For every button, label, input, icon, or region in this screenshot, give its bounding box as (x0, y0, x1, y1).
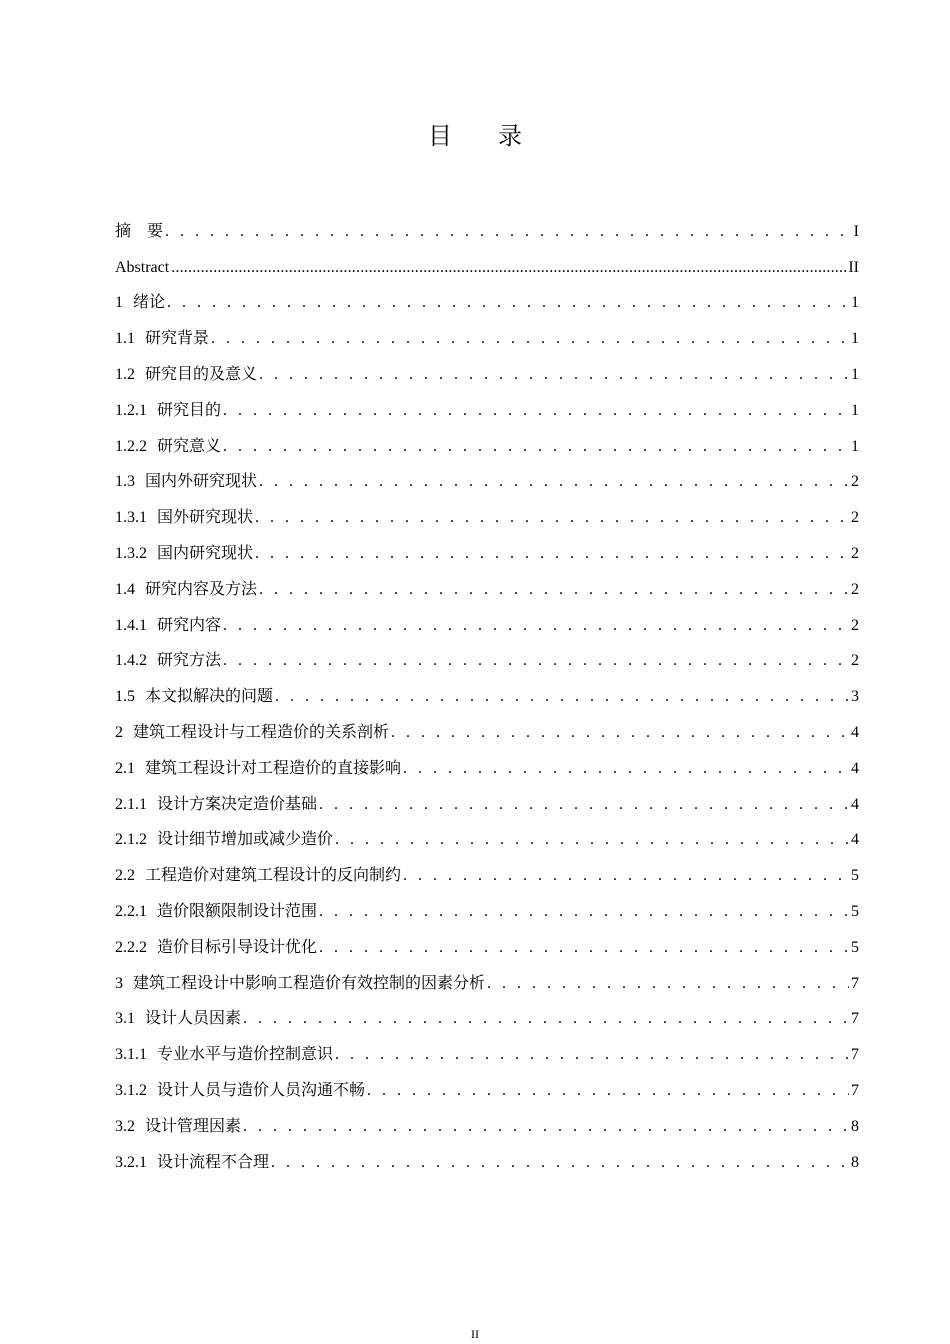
toc-entry[interactable] (115, 672, 859, 708)
toc-entry-label (115, 865, 401, 887)
toc-entry-label (115, 901, 317, 923)
toc-dot-leader (211, 328, 849, 350)
toc-entry[interactable] (115, 851, 859, 887)
toc-entry-page: 2 (851, 473, 859, 491)
toc-entry[interactable] (115, 601, 859, 637)
toc-dot-leader (403, 758, 849, 780)
toc-entry-number: 1.2.2 (115, 437, 147, 455)
toc-entry-title: 国内外研究现状 (145, 473, 258, 491)
toc-entry[interactable] (115, 1030, 859, 1066)
toc-entry[interactable] (115, 314, 859, 350)
toc-entry-label (115, 722, 389, 744)
toc-entry-title: 建筑工程设计与工程造价的关系剖析 (133, 723, 390, 741)
toc-entry-title: 工程造价对建筑工程设计的反向制约 (145, 867, 402, 885)
toc-entry-title: 造价限额限制设计范围 (157, 902, 318, 920)
toc-entry-page: 7 (851, 974, 859, 992)
toc-entry-number: 2.2 (115, 867, 135, 885)
toc-entry-number: 1.5 (115, 688, 135, 706)
toc-entry-page: 4 (851, 723, 859, 741)
toc-entry-page: 1 (851, 330, 859, 348)
toc-entry-number: 1.3.2 (115, 544, 147, 562)
toc-entry-number: 2.2.1 (115, 902, 147, 920)
toc-entry-page: 7 (851, 1046, 859, 1064)
toc-entry[interactable] (115, 637, 859, 673)
toc-entry[interactable] (115, 923, 859, 959)
toc-dot-leader (243, 1116, 849, 1138)
toc-entry-page: 2 (851, 652, 859, 670)
toc-entry-number: 1.4.1 (115, 616, 147, 634)
toc-dot-leader (171, 257, 846, 279)
toc-entry-number: 1.4 (115, 580, 135, 598)
toc-entry[interactable] (115, 565, 859, 601)
toc-entry-label (115, 937, 317, 959)
toc-dot-leader (223, 650, 849, 672)
toc-entry-page: 1 (851, 401, 859, 419)
toc-dot-leader (335, 829, 849, 851)
toc-entry[interactable] (115, 207, 859, 243)
toc-entry-label (115, 471, 257, 493)
toc-entry-page: II (848, 258, 859, 276)
toc-dot-leader (223, 436, 849, 458)
toc-entry-title: 本文拟解决的问题 (145, 688, 274, 706)
toc-entry-label (115, 794, 317, 816)
toc-entry-title: 建筑工程设计对工程造价的直接影响 (145, 759, 402, 777)
toc-entry-title: 研究目的及意义 (145, 365, 258, 383)
toc-entry-title: 摘 要 (115, 222, 164, 240)
toc-entry[interactable] (115, 1102, 859, 1138)
toc-entry-title: 研究内容及方法 (145, 580, 258, 598)
toc-entry-page: 1 (851, 365, 859, 383)
toc-entry-page: 5 (851, 867, 859, 885)
toc-entry-label (115, 615, 221, 637)
toc-dot-leader (319, 937, 849, 959)
toc-entry-label (115, 507, 253, 529)
toc-dot-leader (259, 364, 849, 386)
toc-entry[interactable] (115, 279, 859, 315)
toc-entry-label (115, 436, 221, 458)
toc-entry-page: 2 (851, 509, 859, 527)
toc-entry-page: 5 (851, 902, 859, 920)
toc-entry-title: 造价目标引导设计优化 (157, 938, 318, 956)
toc-entry-page: 8 (851, 1117, 859, 1135)
toc-entry-number: 1.3 (115, 473, 135, 491)
toc-entry-title: 绪论 (133, 294, 166, 312)
toc-entry[interactable] (115, 1066, 859, 1102)
toc-dot-leader (335, 1044, 849, 1066)
toc-entry-label (115, 292, 165, 314)
toc-entry-page: 2 (851, 580, 859, 598)
toc-entry-label (115, 579, 257, 601)
toc-dot-leader (391, 722, 849, 744)
toc-entry-title: 专业水平与造价控制意识 (157, 1046, 334, 1064)
toc-entry-page: 1 (851, 294, 859, 312)
toc-entry-number: 2.2.2 (115, 938, 147, 956)
toc-entry-page: 7 (851, 1081, 859, 1099)
toc-entry[interactable] (115, 458, 859, 494)
toc-entry-page: 4 (851, 759, 859, 777)
toc-dot-leader (259, 471, 849, 493)
toc-entry-number: 3.1.2 (115, 1081, 147, 1099)
toc-entry-label (115, 650, 221, 672)
toc-entry-number: 2.1.1 (115, 795, 147, 813)
toc-entry-title: 国内研究现状 (157, 544, 254, 562)
toc-dot-leader (275, 686, 849, 708)
toc-entry-label (115, 543, 253, 565)
toc-entry-title: 研究目的 (157, 401, 222, 419)
toc-entry-number: 3.1.1 (115, 1046, 147, 1064)
toc-entry[interactable] (115, 816, 859, 852)
toc-entry-page: 4 (851, 795, 859, 813)
toc-entry-title: 研究内容 (157, 616, 222, 634)
toc-entry-page: 2 (851, 544, 859, 562)
toc-dot-leader (167, 292, 849, 314)
toc-entry-label (115, 221, 163, 243)
toc-entry-number: 3 (115, 974, 123, 992)
toc-entry-number: 1.4.2 (115, 652, 147, 670)
toc-entry-number: 1.2.1 (115, 401, 147, 419)
toc-entry-label (115, 758, 401, 780)
toc-entry-label (115, 829, 333, 851)
toc-entry-label (115, 257, 169, 279)
toc-entry-title: 研究方法 (157, 652, 222, 670)
toc-entry-number: 2 (115, 723, 123, 741)
toc-entry-title: Abstract (115, 258, 170, 276)
toc-dot-leader (367, 1080, 849, 1102)
toc-entry[interactable] (115, 959, 859, 995)
page-title: 目 录 (428, 124, 542, 150)
toc-entry-title: 设计流程不合理 (157, 1153, 270, 1171)
toc-entry[interactable] (115, 529, 859, 565)
toc-entry[interactable] (115, 995, 859, 1031)
toc-dot-leader (319, 901, 849, 923)
toc-entry-number: 3.2.1 (115, 1153, 147, 1171)
toc-entry-label (115, 686, 273, 708)
toc-entry-title: 研究背景 (145, 330, 210, 348)
toc-entry-title: 设计管理因素 (145, 1117, 242, 1135)
toc-entry-label (115, 1044, 333, 1066)
toc-entry-title: 国外研究现状 (157, 509, 254, 527)
toc-dot-leader (243, 1008, 849, 1030)
toc-entry-title: 设计人员与造价人员沟通不畅 (157, 1081, 366, 1099)
toc-entry[interactable] (115, 780, 859, 816)
toc-entry-label (115, 1116, 241, 1138)
toc-entry-page: 4 (851, 831, 859, 849)
toc-entry-number: 1.1 (115, 330, 135, 348)
toc-entry-number: 2.1 (115, 759, 135, 777)
toc-dot-leader (255, 543, 849, 565)
toc-entry-page: 2 (851, 616, 859, 634)
toc-entry-page: 3 (851, 688, 859, 706)
toc-entry-label (115, 364, 257, 386)
toc-entry-title: 建筑工程设计中影响工程造价有效控制的因素分析 (133, 974, 486, 992)
toc-entry-page: 7 (851, 1010, 859, 1028)
toc-entry-page: 1 (851, 437, 859, 455)
toc-dot-leader (259, 579, 849, 601)
toc-dot-leader (223, 400, 849, 422)
toc-entry[interactable] (115, 386, 859, 422)
toc-entry-number: 3.1 (115, 1010, 135, 1028)
toc-entry-label (115, 1008, 241, 1030)
toc-entry[interactable] (115, 887, 859, 923)
toc-entry[interactable] (115, 493, 859, 529)
toc-entry[interactable] (115, 350, 859, 386)
toc-entry-label (115, 400, 221, 422)
toc-entry-title: 设计人员因素 (145, 1010, 242, 1028)
toc-entry[interactable] (115, 708, 859, 744)
toc-entry[interactable] (115, 422, 859, 458)
toc-entry-title: 设计细节增加或减少造价 (157, 831, 334, 849)
toc-entry-number: 1.2 (115, 365, 135, 383)
toc-entry-number: 3.2 (115, 1117, 135, 1135)
toc-dot-leader (403, 865, 849, 887)
toc-entry[interactable] (115, 744, 859, 780)
toc-dot-leader (223, 615, 849, 637)
footer-page-number: II (471, 1327, 479, 1341)
toc-dot-leader (255, 507, 849, 529)
toc-entry-label (115, 328, 209, 350)
toc-entry-page: 8 (851, 1153, 859, 1171)
toc-entry-label (115, 1152, 269, 1174)
toc-entry-page: I (853, 222, 859, 240)
toc-entry[interactable] (115, 243, 859, 279)
toc-dot-leader (487, 973, 849, 995)
toc-dot-leader (319, 794, 849, 816)
toc-entry-number: 1.3.1 (115, 509, 147, 527)
toc-entry-page: 5 (851, 938, 859, 956)
toc-entry-label (115, 1080, 365, 1102)
toc-dot-leader (271, 1152, 849, 1174)
toc-entry-label (115, 973, 485, 995)
toc-entry-title: 设计方案决定造价基础 (157, 795, 318, 813)
toc-entry-number: 1 (115, 294, 123, 312)
toc-entry[interactable] (115, 1138, 859, 1174)
toc-dot-leader (165, 221, 852, 243)
toc-entry-title: 研究意义 (157, 437, 222, 455)
toc-entry-number: 2.1.2 (115, 831, 147, 849)
table-of-contents (115, 207, 859, 1174)
